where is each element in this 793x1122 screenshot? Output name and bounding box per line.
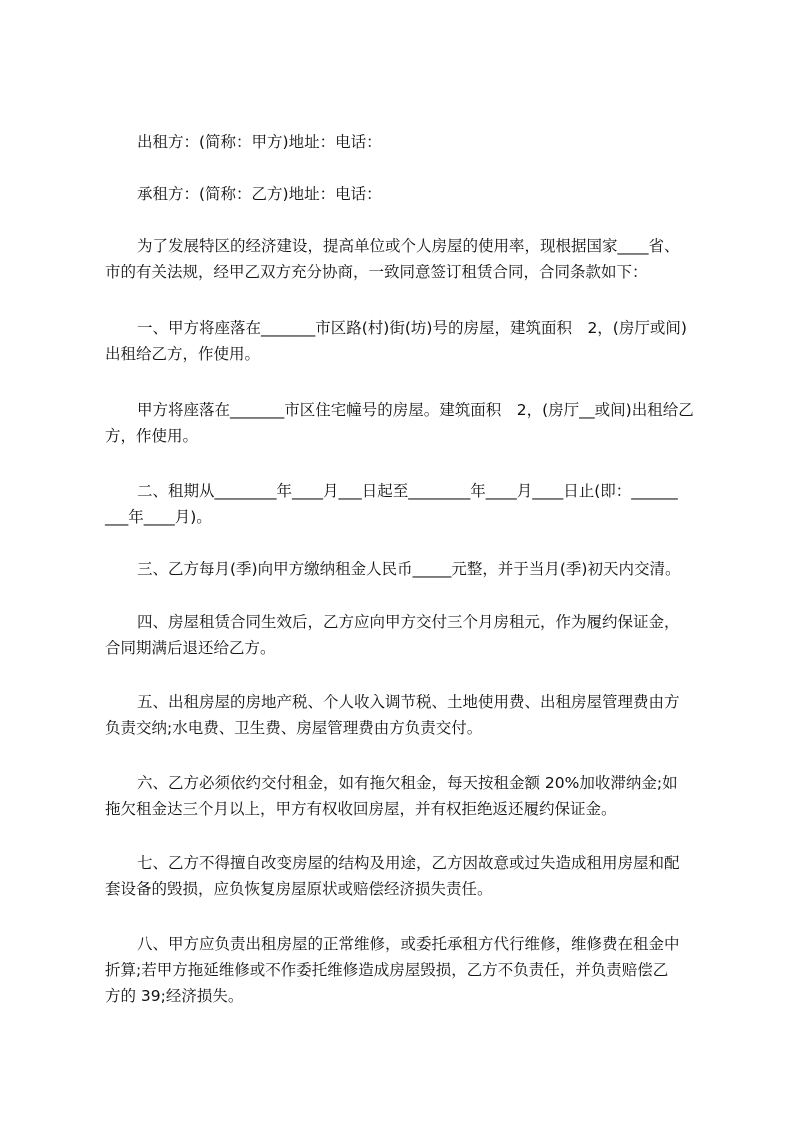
text-line: 折算;若甲方拖延维修或不作委托维修造成房屋毁损，乙方不负责任，并负责赔偿乙 — [105, 961, 669, 979]
text-line: 三、乙方每月(季)向甲方缴纳租金人民币_____元整，并于当月(季)初天内交清。 — [137, 560, 681, 578]
lessor-info — [105, 129, 695, 155]
clause-6 — [105, 770, 695, 822]
clause-5 — [105, 689, 695, 741]
text-line: 出租给乙方，作使用。 — [105, 345, 261, 363]
clause-3 — [105, 556, 695, 582]
text-line: 拖欠租金达三个月以上，甲方有权收回房屋，并有权拒绝返还履约保证金。 — [105, 800, 617, 818]
text-line: 六、乙方必须依约交付租金，如有拖欠租金，每天按租金额 20%加收滞纳金;如 — [137, 774, 678, 792]
text-line: 一、甲方将座落在_______市区路(村)街(坊)号的房屋，建筑面积 2，(房厅或间) — [137, 319, 687, 337]
lessee-info — [105, 181, 695, 207]
text-line: 市的有关法规，经甲乙双方充分协商，一致同意签订租赁合同，合同条款如下： — [105, 263, 648, 281]
text-line: 四、房屋租赁合同生效后，乙方应向甲方交付三个月房租元，作为履约保证金， — [137, 613, 680, 631]
text-line: 负责交纳;水电费、卫生费、房屋管理费由方负责交付。 — [105, 719, 483, 737]
text-line: 五、出租房屋的房地产税、个人收入调节税、土地使用费、出租房屋管理费由方 — [137, 693, 680, 711]
text-line: 承租方：(简称：乙方)地址：电话： — [137, 185, 382, 203]
text-line: 为了发展特区的经济建设，提高单位或个人房屋的使用率，现根据国家____省、 — [137, 237, 680, 255]
clause-1-alt — [105, 397, 695, 449]
text-line: 出租方：(简称：甲方)地址：电话： — [137, 133, 382, 151]
text-line: 七、乙方不得擅自改变房屋的结构及用途，乙方因故意或过失造成租用房屋和配 — [137, 854, 680, 872]
clause-2 — [105, 478, 695, 530]
clause-4 — [105, 609, 695, 661]
text-line: 合同期满后退还给乙方。 — [105, 639, 276, 657]
preamble — [105, 233, 695, 285]
text-line: 方，作使用。 — [105, 427, 199, 445]
clause-1 — [105, 315, 695, 367]
text-line: 二、租期从________年____月___日起至________年____月____日止(即：______ — [137, 482, 678, 500]
text-line: 套设备的毁损，应负恢复房屋原状或赔偿经济损失责任。 — [105, 880, 493, 898]
text-line: 甲方将座落在_______市区住宅幢号的房屋。建筑面积 2，(房厅__或间)出租给乙 — [137, 401, 694, 419]
text-line: ___年____月)。 — [105, 508, 212, 526]
text-line: 八、甲方应负责出租房屋的正常维修，或委托承租方代行维修，维修费在租金中 — [137, 935, 680, 953]
clause-8 — [105, 931, 695, 1009]
text-line: 方的 39;经济损失。 — [105, 987, 244, 1005]
clause-7 — [105, 850, 695, 902]
